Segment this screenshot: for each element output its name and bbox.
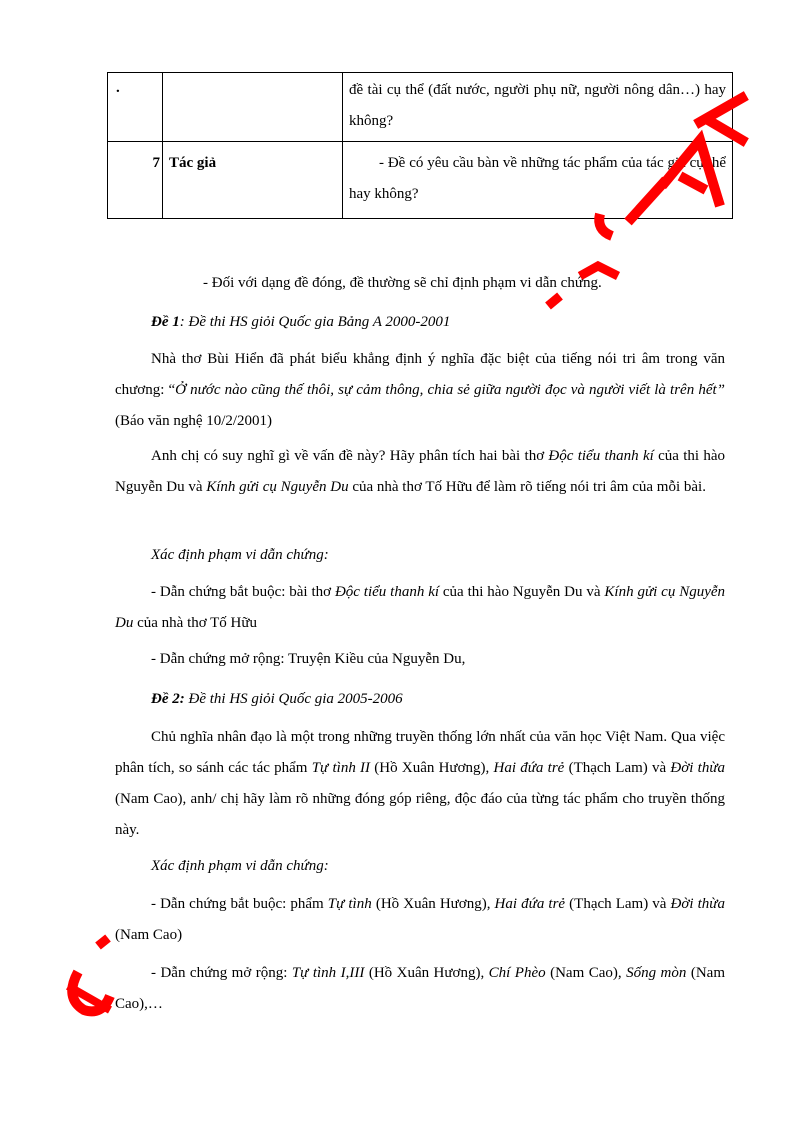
text-run: (Nam Cao),… [115, 965, 726, 1012]
criteria-table [107, 72, 733, 219]
work-title: Kính gửi cụ Nguyễn Du [115, 584, 726, 631]
text-run: - Dẫn chứng mở rộng: Truyện Kiều của Nguyễn Du, [151, 651, 466, 667]
work-title: Kính gửi cụ Nguyễn Du [206, 479, 349, 495]
text-run: Anh chị có suy nghĩ gì về vấn đề này? Hãy phân tích hai bài thơ [151, 448, 549, 464]
table-cell: . [108, 73, 163, 142]
table-row [108, 73, 733, 142]
work-title: Độc tiểu thanh kí [548, 448, 654, 464]
exam-label: Đề 2: [151, 691, 185, 707]
exam-title: : Đề thi HS giỏi Quốc gia Bảng A 2000-2001 [179, 314, 451, 330]
work-title: Đời thừa [670, 896, 725, 912]
work-title: Hai đứa trẻ [494, 896, 566, 912]
text-run: - Dẫn chứng bắt buộc: phẩm [151, 896, 328, 912]
text-run: (Hồ Xuân Hương), [371, 896, 495, 912]
work-title: Tự tình II [311, 760, 371, 776]
exam-heading [115, 307, 725, 338]
work-title: Hai đứa trẻ [493, 760, 565, 776]
quote: Ở nước nào cũng thế thôi, sự cảm thông, chia sẻ giữa người đọc và người viết là trên hết” [175, 382, 725, 398]
paragraph [115, 344, 725, 437]
paragraph [115, 268, 725, 299]
watermark-stroke-bottom [68, 938, 110, 1011]
text-run: - Dẫn chứng mở rộng: [151, 965, 292, 981]
work-title: Sống mòn [626, 965, 687, 981]
text-run: - Dẫn chứng bắt buộc: bài thơ [151, 584, 335, 600]
text-run: Xác định phạm vi dẫn chứng: [151, 547, 329, 563]
paragraph [115, 889, 725, 951]
paragraph [115, 577, 725, 639]
text-run: (Nam Cao), [545, 965, 627, 981]
text-run: (Thạch Lam) và [565, 896, 671, 912]
scope-heading [115, 851, 725, 882]
text-run: của thi hào Nguyễn Du và [439, 584, 605, 600]
text-run: Xác định phạm vi dẫn chứng: [151, 858, 329, 874]
paragraph-text: - Đối với dạng đề đóng, đề thường sẽ chỉ định phạm vi dẫn chứng. [203, 275, 602, 291]
table-cell: - Đề có yêu cầu bàn về những tác phẩm của tác giả cụ thể hay không? [343, 142, 733, 219]
text-run: Nhà thơ Bùi Hiển đã phát biểu khẳng định ý nghĩa đặc biệt của tiếng nói tri âm trong văn chương: “ [115, 351, 725, 398]
text-run: (Hồ Xuân Hương), [364, 965, 489, 981]
work-title: Chí Phèo [488, 965, 546, 981]
paragraph [115, 958, 725, 1020]
table-cell: đề tài cụ thể (đất nước, người phụ nữ, người nông dân…) hay không? [343, 73, 733, 142]
text-run: của nhà thơ Tố Hữu [133, 615, 258, 631]
work-title: Tự tình I,III [291, 965, 365, 981]
work-title: Đời thừa [670, 760, 726, 776]
text-run: (Thạch Lam) và [564, 760, 671, 776]
paragraph [115, 441, 725, 503]
work-title: Độc tiểu thanh kí [334, 584, 440, 600]
paragraph [115, 644, 725, 675]
text-run: của thi hào Nguyễn Du và [115, 448, 725, 495]
scope-heading [115, 540, 725, 571]
table-row [108, 142, 733, 219]
criterion-label: Tác giả [163, 142, 343, 219]
exam-label: Đề 1 [151, 314, 180, 330]
text-run: của nhà thơ Tố Hữu để làm rõ tiếng nói tri âm của mỗi bài. [348, 479, 706, 495]
text-run: (Báo văn nghệ 10/2/2001) [115, 413, 273, 429]
text-run: (Hồ Xuân Hương), [370, 760, 494, 776]
table-cell [163, 73, 343, 142]
row-number: 7 [108, 142, 163, 219]
exam-title: Đề thi HS giỏi Quốc gia 2005-2006 [184, 691, 403, 707]
text-run: (Nam Cao) [115, 927, 183, 943]
exam-heading [115, 684, 725, 715]
paragraph [115, 722, 725, 846]
text-run: (Nam Cao), anh/ chị hãy làm rõ những đóng góp riêng, độc đáo của từng tác phẩm cho truyền thống này. [115, 791, 725, 838]
work-title: Tự tình [327, 896, 372, 912]
text-run: Chủ nghĩa nhân đạo là một trong những truyền thống lớn nhất của văn học Việt Nam. Qua việc phân tích, so sánh các tác phẩm [115, 729, 725, 776]
